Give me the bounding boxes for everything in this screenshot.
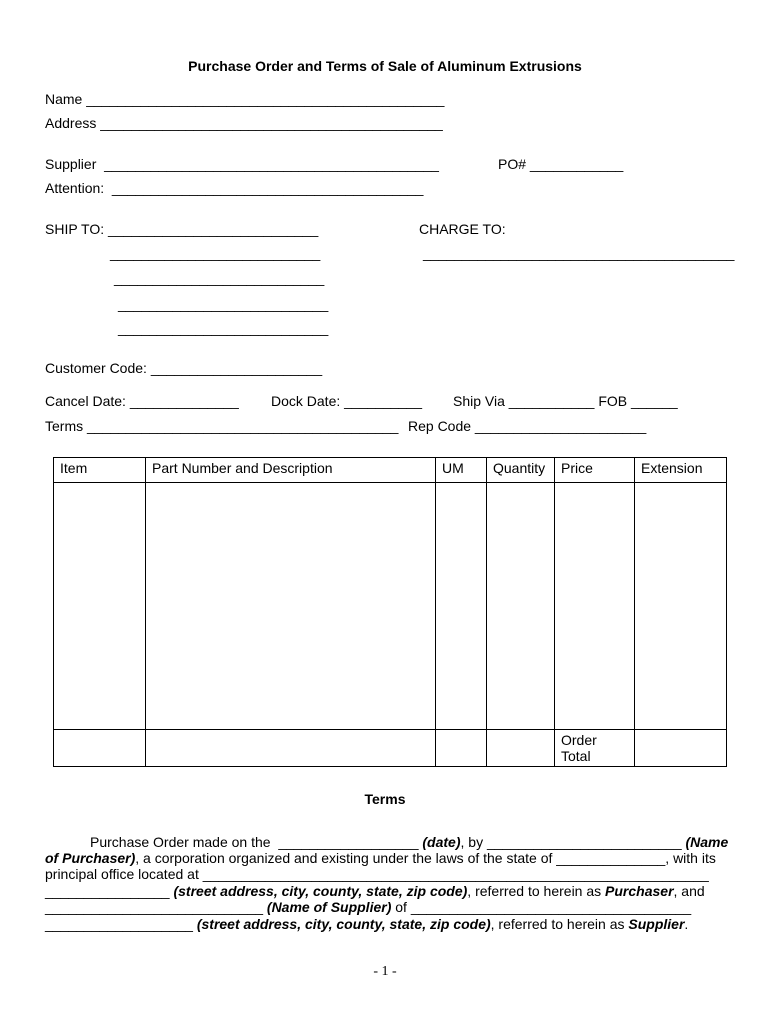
total-part-cell (146, 730, 436, 767)
quantity-cell[interactable] (487, 483, 555, 730)
para-text: ________________ (45, 883, 174, 899)
charge-to-label: CHARGE TO: (419, 221, 506, 237)
ship-via-fob-field[interactable]: Ship Via ___________ FOB ______ (453, 393, 678, 409)
order-total-value-cell[interactable] (635, 730, 727, 767)
item-cell[interactable] (54, 483, 146, 730)
para-text: , referred to herein as (467, 883, 606, 899)
po-number-field[interactable]: PO# ____________ (498, 156, 624, 172)
para-supplier-term: Supplier (628, 916, 685, 932)
cancel-date-field[interactable]: Cancel Date: ______________ (45, 393, 239, 409)
para-text: ___________________ (45, 916, 197, 932)
paragraph-line-4 (45, 883, 705, 899)
para-text: Purchase Order made on the __________________ (90, 834, 423, 850)
rep-code-field[interactable]: Rep Code ______________________ (408, 418, 647, 434)
total-quantity-cell (487, 730, 555, 767)
ship-to-line-1[interactable]: ___________________________ (110, 245, 321, 261)
part-number-cell[interactable] (146, 483, 436, 730)
paragraph-line-5 (45, 899, 691, 915)
supplier-field[interactable]: Supplier ___________________________________________ (45, 156, 439, 172)
paragraph-line-3: principal office located at _________________________________________________________________ (45, 866, 709, 882)
para-address-label: (street address, city, county, state, zip code) (173, 883, 468, 899)
header-price: Price (555, 458, 635, 483)
name-field[interactable]: Name ______________________________________________ (45, 91, 445, 107)
para-text: , and (673, 883, 705, 899)
para-text: , a corporation organized and existing under the laws of the state of ______________, with its (135, 850, 716, 866)
dock-date-field[interactable]: Dock Date: __________ (271, 393, 422, 409)
para-date-label: (date) (422, 834, 461, 850)
ship-to-line-2[interactable]: ___________________________ (114, 270, 325, 286)
paragraph-line-1 (90, 834, 728, 850)
terms-field[interactable]: Terms ________________________________________ (45, 418, 399, 434)
header-part-number: Part Number and Description (146, 458, 436, 483)
para-address-label: (street address, city, county, state, zip code) (196, 916, 491, 932)
attention-field[interactable]: Attention: ________________________________________ (45, 180, 424, 196)
terms-heading: Terms (364, 791, 406, 807)
para-text: ____________________________ (45, 899, 267, 915)
para-text: , by _________________________ (460, 834, 686, 850)
ship-to-line-3[interactable]: ___________________________ (118, 296, 329, 312)
extension-cell[interactable] (635, 483, 727, 730)
para-text: of ____________________________________ (391, 899, 692, 915)
para-purchaser-term: Purchaser (605, 883, 674, 899)
para-name-label: (Name (685, 834, 729, 850)
header-um: UM (436, 458, 487, 483)
header-quantity: Quantity (487, 458, 555, 483)
customer-code-field[interactable]: Customer Code: ______________________ (45, 360, 323, 376)
header-item: Item (54, 458, 146, 483)
price-cell[interactable] (555, 483, 635, 730)
para-supplier-label: (Name of Supplier) (266, 899, 392, 915)
page-title: Purchase Order and Terms of Sale of Aluminum Extrusions (188, 58, 582, 74)
ship-to-field[interactable]: SHIP TO: ___________________________ (45, 221, 319, 237)
table-header-row (54, 458, 727, 483)
charge-to-line-1[interactable]: ________________________________________ (423, 245, 735, 261)
table-row (54, 483, 727, 730)
para-text: . (684, 916, 689, 932)
para-text: , referred to herein as (490, 916, 629, 932)
order-total-label (555, 730, 635, 767)
address-field[interactable]: Address ____________________________________________ (45, 115, 443, 131)
order-total-line-2: Total (561, 748, 591, 764)
page-number: - 1 - (373, 964, 397, 979)
total-item-cell (54, 730, 146, 767)
header-extension: Extension (635, 458, 727, 483)
order-items-table (53, 457, 727, 767)
table-total-row (54, 730, 727, 767)
um-cell[interactable] (436, 483, 487, 730)
total-um-cell (436, 730, 487, 767)
paragraph-line-2 (45, 850, 716, 866)
order-total-line-1: Order (561, 732, 597, 748)
paragraph-line-6 (45, 916, 688, 932)
para-purchaser-label: of Purchaser) (45, 850, 136, 866)
ship-to-line-4[interactable]: ___________________________ (118, 320, 329, 336)
